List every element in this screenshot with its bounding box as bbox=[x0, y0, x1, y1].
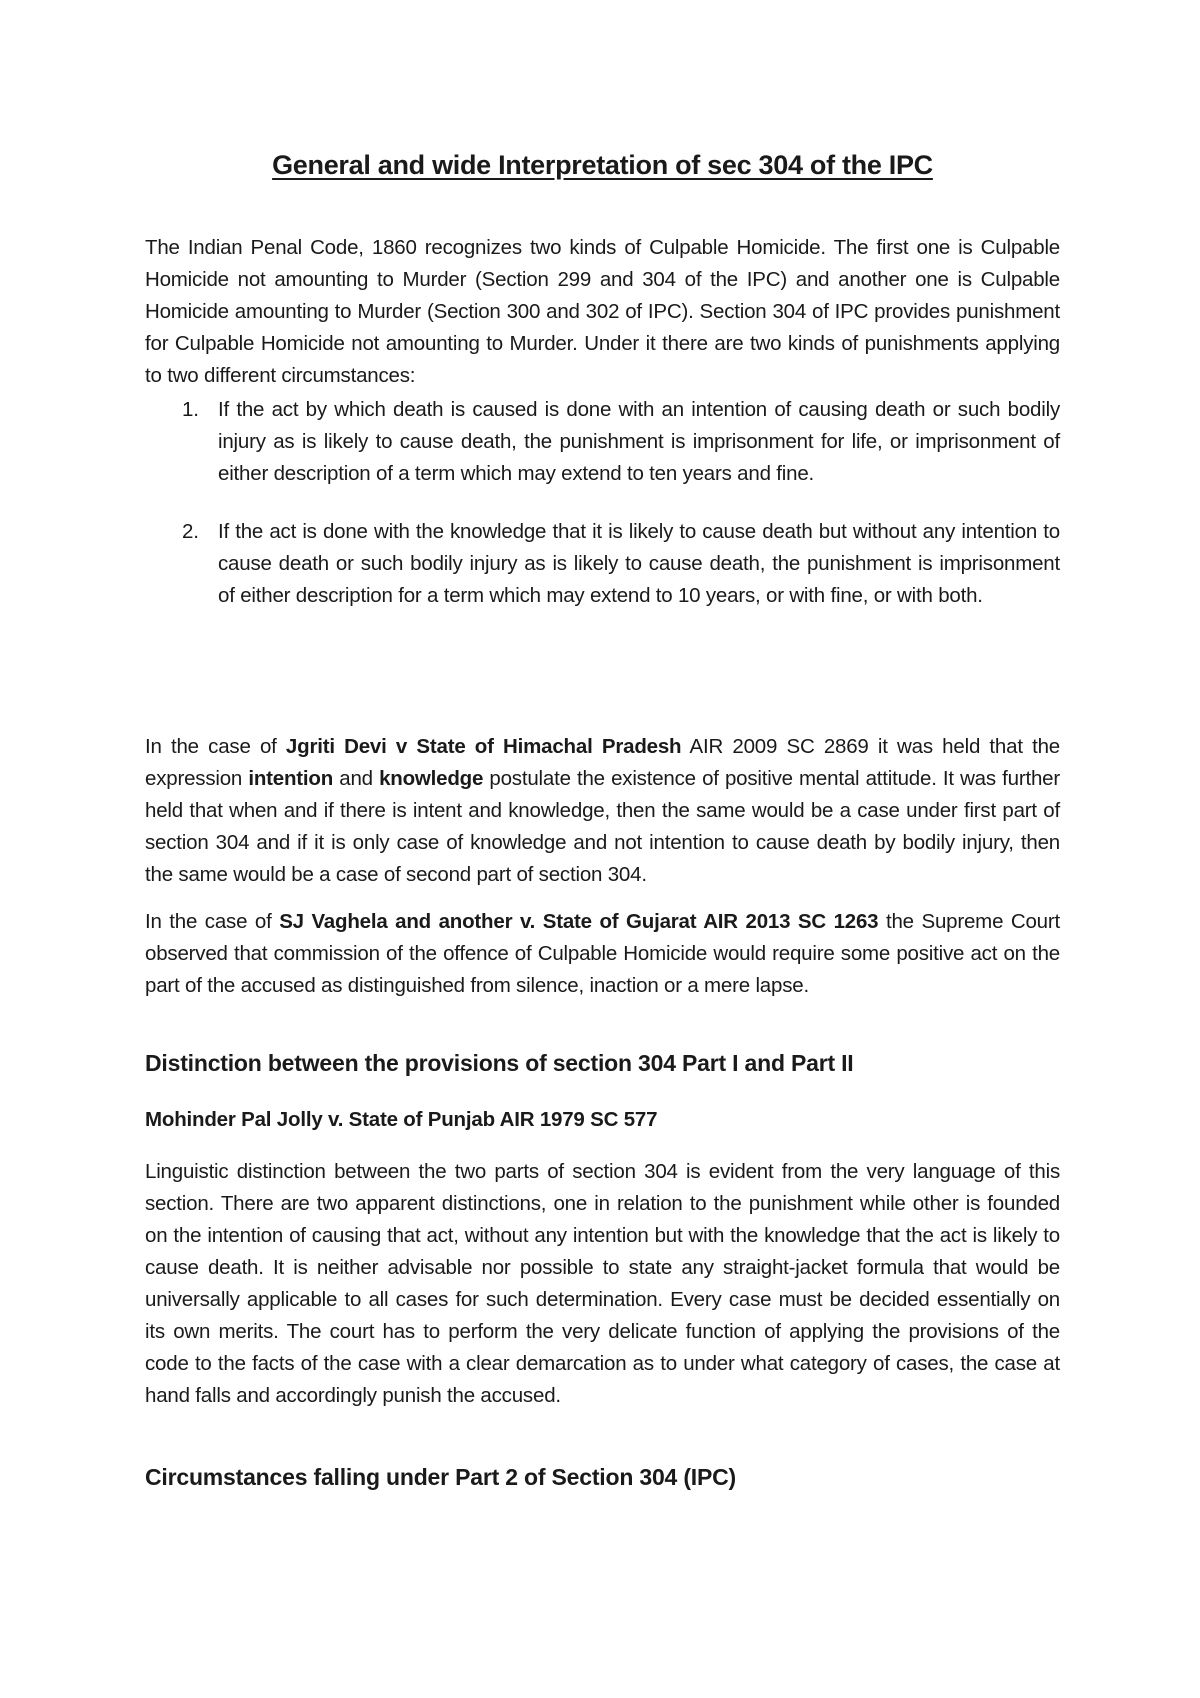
punishment-list bbox=[145, 394, 1060, 612]
case1-citation-text: AIR 2009 SC 2869 it was held that the expression bbox=[145, 735, 1060, 790]
case2-name: SJ Vaghela and another v. State of Gujarat AIR 2013 SC 1263 bbox=[279, 910, 879, 933]
list-item-text: If the act is done with the knowledge that it is likely to cause death but without any intention to cause death or such bodily injury as is likely to cause death, the punishment is imprisonment of either description for a term which may extend to 10 years, or with fine, or with both. bbox=[218, 520, 1060, 607]
list-item-number: 2. bbox=[182, 520, 199, 543]
intro-paragraph: The Indian Penal Code, 1860 recognizes two kinds of Culpable Homicide. The first one is Culpable Homicide not amounting to Murder (Section 299 and 304 of the IPC) and another one is Culpable Homicide amounting to Murder (Section 300 and 302 of IPC). Section 304 of IPC provides punishment for Culpable Homicide not amounting to Murder. Under it there are two kinds of punishments applying to two different circumstances: bbox=[145, 236, 1060, 387]
case1-intro-text: In the case of bbox=[145, 735, 286, 758]
list-item-text: If the act by which death is caused is done with an intention of causing death or such bodily injury as is likely to cause death, the punishment is imprisonment for life, or imprisonment of either description of a term which may extend to ten years and fine. bbox=[218, 398, 1060, 485]
case1-name: Jgriti Devi v State of Himachal Pradesh bbox=[285, 735, 682, 758]
case1-rest-text: postulate the existence of positive mental attitude. It was further held that when and if there is intent and knowledge, then the same would be a case under first part of section 304 and if it is only case of knowledge and not intention to cause death by bodily injury, then the same would be a case of second part of section 304. bbox=[145, 767, 1060, 886]
case-subheading-mohinder-pal-jolly: Mohinder Pal Jolly v. State of Punjab AIR 1979 SC 577 bbox=[145, 1108, 658, 1131]
case2-intro-text: In the case of bbox=[145, 910, 280, 933]
list-item-number: 1. bbox=[182, 398, 199, 421]
case1-and-text: and bbox=[333, 767, 380, 790]
case-sj-vaghela-paragraph bbox=[145, 906, 1060, 1002]
section-heading-circumstances: Circumstances falling under Part 2 of Section 304 (IPC) bbox=[145, 1464, 736, 1490]
distinction-paragraph: Linguistic distinction between the two parts of section 304 is evident from the very language of this section. There are two apparent distinctions, one in relation to the punishment while other is founded on the intention of causing that act, without any intention but with the knowledge that the act is likely to cause death. It is neither advisable nor possible to state any straight-jacket formula that would be universally applicable to all cases for such determination. Every case must be decided essentially on its own merits. The court has to perform the very delicate function of applying the provisions of the code to the facts of the case with a clear demarcation as to under what category of cases, the case at hand falls and accordingly punish the accused. bbox=[145, 1160, 1060, 1407]
list-item bbox=[145, 516, 1060, 612]
section-heading-distinction: Distinction between the provisions of section 304 Part I and Part II bbox=[145, 1050, 854, 1076]
list-item bbox=[145, 394, 1060, 490]
case-jgriti-devi-paragraph bbox=[145, 731, 1060, 891]
case1-term-intention: intention bbox=[248, 767, 334, 790]
document-title: General and wide Interpretation of sec 304 of the IPC bbox=[272, 150, 933, 180]
case1-term-knowledge: knowledge bbox=[379, 767, 484, 790]
case2-rest-text: the Supreme Court observed that commission of the offence of Culpable Homicide would require some positive act on the part of the accused as distinguished from silence, inaction or a mere lapse. bbox=[145, 910, 1060, 997]
